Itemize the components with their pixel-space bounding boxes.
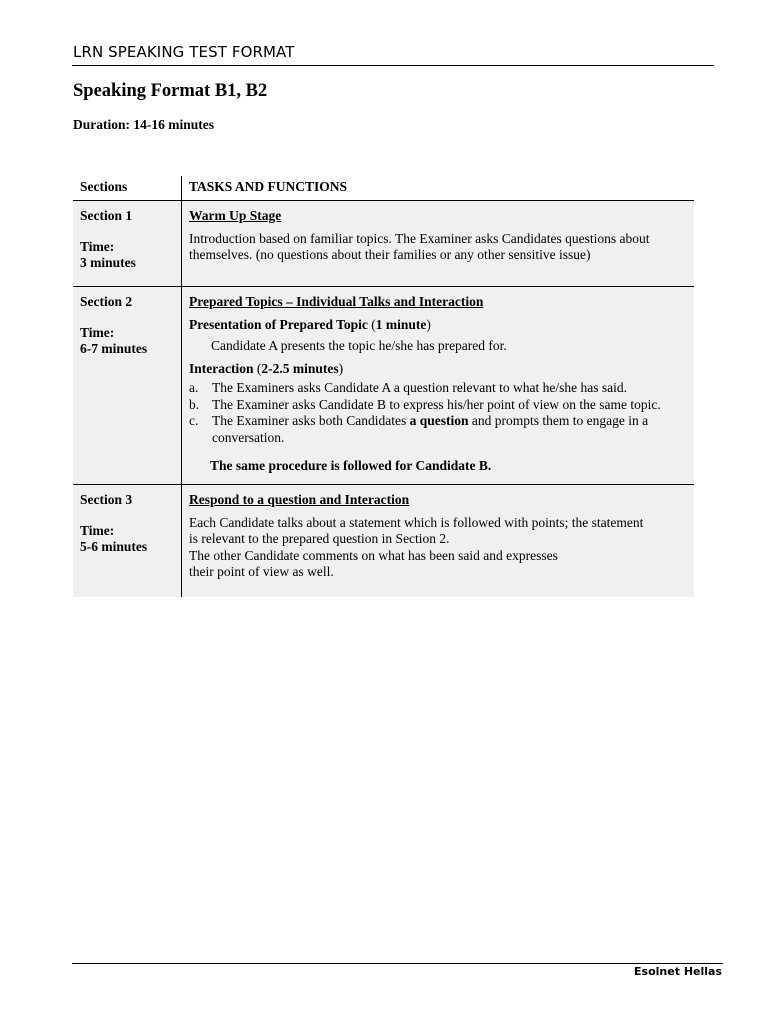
list-marker: a. <box>189 380 199 395</box>
section-name: Section 1 <box>80 208 133 223</box>
time-label: Time: <box>80 324 115 340</box>
list-item <box>189 380 688 397</box>
task-line: their point of view as well. <box>189 564 334 579</box>
task-line: The other Candidate comments on what has been said and expresses <box>189 547 558 563</box>
task-line: Each Candidate talks about a statement which is followed with points; the statement <box>189 514 644 530</box>
section-1-tasks <box>182 201 694 286</box>
footer-brand: Esolnet Hellas <box>634 965 722 978</box>
table-header-row <box>73 176 694 201</box>
section-name: Section 2 <box>80 294 133 309</box>
header-divider <box>72 65 714 66</box>
paren-close: ) <box>338 360 344 376</box>
list-marker: b. <box>189 396 200 412</box>
list-text <box>212 413 688 446</box>
presentation-label: Presentation of Prepared Topic <box>189 316 368 332</box>
list-text: The Examiners asks Candidate A a question relevant to what he/she has said. <box>212 380 628 395</box>
section-name: Section 3 <box>80 492 133 507</box>
list-item <box>189 397 688 414</box>
footer-divider <box>72 963 723 964</box>
time-value: 6-7 minutes <box>80 341 148 356</box>
interaction-label: Interaction <box>189 360 254 376</box>
header-title: LRN SPEAKING TEST FORMAT <box>73 43 295 61</box>
header-tasks: TASKS AND FUNCTIONS <box>189 179 348 194</box>
list-text-part: and prompts them to engage in a conversation. <box>212 413 649 445</box>
section-1-info <box>73 201 182 286</box>
format-table <box>73 176 694 597</box>
list-text: The Examiner asks Candidate B to express his/her point of view on the same topic. <box>212 396 661 412</box>
presentation-heading <box>189 317 688 334</box>
list-marker: c. <box>189 413 199 428</box>
time-label: Time: <box>80 522 115 538</box>
presentation-time: 1 minute <box>375 316 427 332</box>
task-title: Respond to a question and Interaction <box>189 492 410 507</box>
paren-close: ) <box>426 316 431 332</box>
section-3-tasks <box>182 485 694 597</box>
interaction-heading <box>189 361 688 378</box>
time-value: 5-6 minutes <box>80 539 148 554</box>
task-title: Prepared Topics – Individual Talks and Interaction <box>189 294 484 309</box>
section-2-row <box>73 287 694 485</box>
list-text-part: The Examiner asks both Candidates <box>212 413 410 428</box>
time-label: Time: <box>80 238 115 254</box>
time-value: 3 minutes <box>80 255 136 270</box>
section-1-row <box>73 201 694 287</box>
interaction-time: 2-2.5 minutes <box>261 360 339 376</box>
procedure-note: The same procedure is followed for Candidate B. <box>210 458 492 473</box>
task-line: is relevant to the prepared question in Section 2. <box>189 531 450 546</box>
task-title: Warm Up Stage <box>189 208 282 223</box>
duration-label: Duration: 14-16 minutes <box>73 117 214 132</box>
section-3-info <box>73 485 182 597</box>
paren-open: ( <box>367 316 376 332</box>
section-2-tasks <box>182 287 694 484</box>
presentation-text: Candidate A presents the topic he/she has prepared for. <box>211 338 507 353</box>
section-3-row <box>73 485 694 597</box>
task-description: Introduction based on familiar topics. The Examiner asks Candidates questions about themselves. (no questions about their families or any other sensitive issue) <box>189 230 650 262</box>
interaction-list <box>189 380 688 446</box>
document-title: Speaking Format B1, B2 <box>73 81 268 101</box>
paren-open: ( <box>253 360 262 376</box>
list-text-emphasis: a question <box>409 413 469 428</box>
section-2-info <box>73 287 182 484</box>
header-sections: Sections <box>73 176 182 200</box>
list-item <box>189 413 688 446</box>
